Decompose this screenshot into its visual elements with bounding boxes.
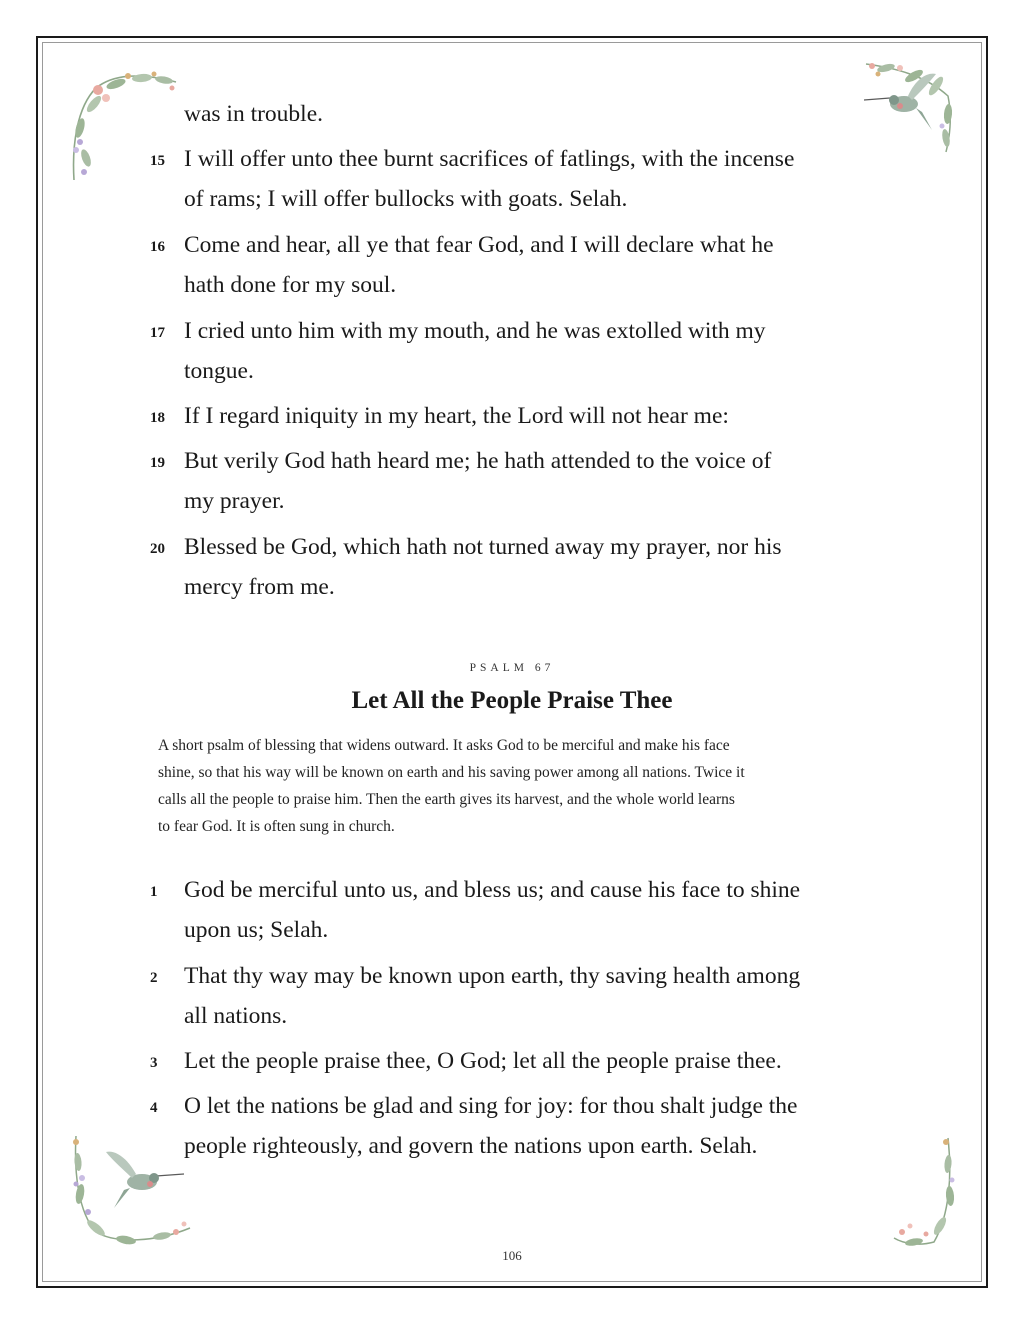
verse-number: 15 bbox=[150, 153, 165, 169]
verse-number: 1 bbox=[150, 884, 158, 900]
verse-number: 17 bbox=[150, 325, 165, 341]
verse-number: 3 bbox=[150, 1055, 158, 1071]
psalm-label: PSALM 67 bbox=[469, 662, 555, 674]
verse-line: my prayer. bbox=[184, 488, 285, 514]
page-number: 106 bbox=[502, 1248, 522, 1263]
intro-line: A short psalm of blessing that widens outward. It asks God to be merciful and make his face bbox=[158, 737, 730, 754]
verse-number: 20 bbox=[150, 541, 165, 557]
verse-line: I cried unto him with my mouth, and he was extolled with my bbox=[184, 318, 766, 344]
intro-line: shine, so that his way will be known on earth and his saving power among all nations. Twice it bbox=[158, 764, 745, 781]
verse-line: I will offer unto thee burnt sacrifices of fatlings, with the incense bbox=[184, 146, 795, 172]
verse-number: 2 bbox=[150, 970, 158, 986]
floral-corner-top-left-icon bbox=[66, 68, 186, 188]
verse-line: But verily God hath heard me; he hath attended to the voice of bbox=[184, 448, 772, 474]
verse-line: of rams; I will offer bullocks with goats. Selah. bbox=[184, 186, 628, 212]
verse-line: tongue. bbox=[184, 358, 254, 384]
intro-line: to fear God. It is often sung in church. bbox=[158, 818, 395, 835]
verse-line: people righteously, and govern the nations upon earth. Selah. bbox=[184, 1133, 758, 1159]
verse-line: If I regard iniquity in my heart, the Lord will not hear me: bbox=[184, 403, 729, 429]
verse-line: all nations. bbox=[184, 1003, 288, 1029]
verse-number: 4 bbox=[150, 1100, 158, 1116]
intro-line: calls all the people to praise him. Then the earth gives its harvest, and the whole world learns bbox=[158, 791, 735, 808]
verse-line: That thy way may be known upon earth, thy saving health among bbox=[184, 963, 801, 989]
verse-number: 18 bbox=[150, 410, 165, 426]
hummingbird-floral-top-right-icon bbox=[856, 56, 956, 156]
psalm-title: Let All the People Praise Thee bbox=[351, 687, 673, 714]
hummingbird-floral-bottom-left-icon bbox=[66, 1132, 196, 1252]
verse-line: Come and hear, all ye that fear God, and I will declare what he bbox=[184, 232, 774, 258]
verse-line: O let the nations be glad and sing for joy: for thou shalt judge the bbox=[184, 1093, 798, 1119]
verse-number: 16 bbox=[150, 239, 165, 255]
verse-line: Let the people praise thee, O God; let all the people praise thee. bbox=[184, 1048, 782, 1074]
floral-corner-bottom-right-icon bbox=[890, 1134, 962, 1250]
verse-number: 19 bbox=[150, 455, 165, 471]
verse-line: God be merciful unto us, and bless us; and cause his face to shine bbox=[184, 877, 801, 903]
verse-line: Blessed be God, which hath not turned away my prayer, nor his bbox=[184, 534, 782, 560]
verse-line: was in trouble. bbox=[184, 101, 324, 127]
verse-line: upon us; Selah. bbox=[184, 917, 329, 943]
verse-line: hath done for my soul. bbox=[184, 272, 397, 298]
verse-line: mercy from me. bbox=[184, 574, 335, 600]
